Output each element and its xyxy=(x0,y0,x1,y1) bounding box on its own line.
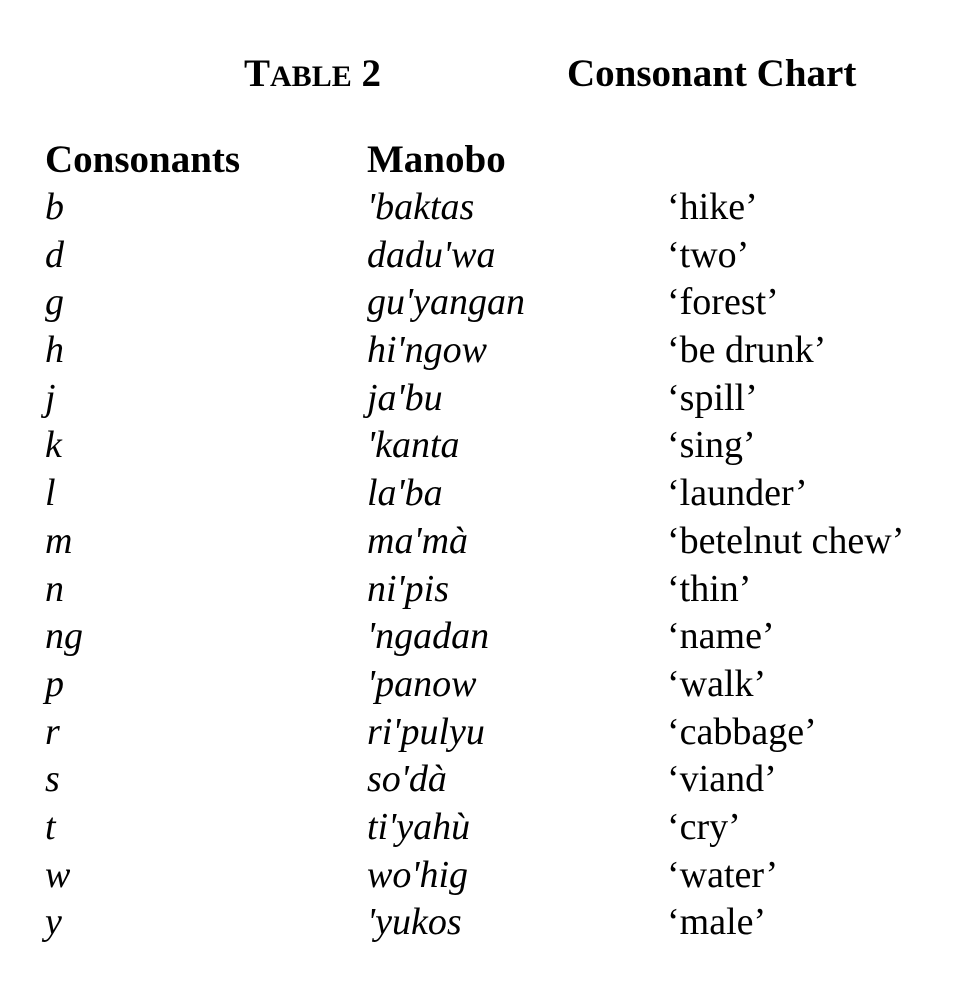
manobo-word-cell: 'baktas xyxy=(367,186,475,228)
consonant-cell: k xyxy=(45,424,62,467)
manobo-word-cell: ma'mà xyxy=(367,519,469,562)
manobo-word-cell: 'kanta xyxy=(367,424,460,467)
gloss-cell: ‘sing’ xyxy=(667,424,756,467)
manobo-word-cell: la'ba xyxy=(367,472,443,515)
consonant-table-body xyxy=(0,184,975,947)
gloss-cell: ‘viand’ xyxy=(667,758,777,801)
table-row xyxy=(0,184,975,232)
header-manobo: Manobo xyxy=(367,138,506,181)
manobo-word-cell: gu'yangan xyxy=(367,281,525,324)
table-row xyxy=(0,899,975,947)
consonant-cell: r xyxy=(45,710,60,753)
manobo-word-cell: 'ngadan xyxy=(367,615,490,658)
gloss-cell: ‘cabbage’ xyxy=(667,710,817,753)
consonant-cell: ng xyxy=(45,615,83,658)
table-label-number: 2 xyxy=(351,52,381,95)
manobo-word-cell: ti'yahù xyxy=(367,805,471,848)
gloss-cell: ‘male’ xyxy=(667,901,767,944)
gloss-cell: ‘betelnut chew’ xyxy=(667,519,905,562)
table-label-initial: T xyxy=(244,52,271,95)
consonant-cell: h xyxy=(45,329,64,372)
gloss-cell: ‘hike’ xyxy=(667,186,758,228)
header-consonants: Consonants xyxy=(45,138,241,181)
table-row xyxy=(0,422,975,470)
gloss-cell: ‘be drunk’ xyxy=(667,329,827,372)
table-row xyxy=(0,852,975,900)
table-row xyxy=(0,756,975,804)
gloss-cell: ‘two’ xyxy=(667,233,750,276)
manobo-word-cell: 'yukos xyxy=(367,901,462,944)
consonant-cell: s xyxy=(45,758,60,801)
manobo-word-cell: wo'hig xyxy=(367,853,469,896)
chart-title: Consonant Chart xyxy=(567,52,857,95)
manobo-word-cell: ni'pis xyxy=(367,567,450,610)
consonant-cell: j xyxy=(45,376,56,419)
table-row xyxy=(0,375,975,423)
manobo-word-cell: so'dà xyxy=(367,758,447,801)
consonant-cell: t xyxy=(45,805,56,848)
table-row xyxy=(0,661,975,709)
table-row xyxy=(0,232,975,280)
gloss-cell: ‘walk’ xyxy=(667,662,767,705)
consonant-cell: n xyxy=(45,567,64,610)
table-row xyxy=(0,566,975,614)
gloss-cell: ‘forest’ xyxy=(667,281,779,324)
consonant-cell: w xyxy=(45,853,71,896)
table-header-row xyxy=(0,136,975,184)
table-row xyxy=(0,518,975,566)
table-row xyxy=(0,613,975,661)
gloss-cell: ‘cry’ xyxy=(667,805,741,848)
consonant-cell: y xyxy=(45,901,62,944)
manobo-word-cell: 'panow xyxy=(367,662,477,705)
manobo-word-cell: hi'ngow xyxy=(367,329,488,372)
table-row xyxy=(0,709,975,757)
gloss-cell: ‘name’ xyxy=(667,615,775,658)
table-title-row xyxy=(0,50,975,98)
table-row xyxy=(0,327,975,375)
table-label-rest: ABLE xyxy=(270,60,352,93)
gloss-cell: ‘spill’ xyxy=(667,376,758,419)
gloss-cell: ‘launder’ xyxy=(667,472,808,515)
table-row xyxy=(0,804,975,852)
consonant-cell: g xyxy=(45,281,64,324)
consonant-cell: d xyxy=(45,233,64,276)
manobo-word-cell: ri'pulyu xyxy=(367,710,485,753)
manobo-word-cell: dadu'wa xyxy=(367,233,496,276)
gloss-cell: ‘water’ xyxy=(667,853,779,896)
consonant-cell: b xyxy=(45,186,64,228)
manobo-word-cell: ja'bu xyxy=(367,376,443,419)
consonant-cell: l xyxy=(45,472,56,515)
gloss-cell: ‘thin’ xyxy=(667,567,752,610)
table-row xyxy=(0,279,975,327)
table-label xyxy=(244,50,381,101)
consonant-cell: p xyxy=(45,662,64,705)
consonant-cell: m xyxy=(45,519,73,562)
table-row xyxy=(0,470,975,518)
